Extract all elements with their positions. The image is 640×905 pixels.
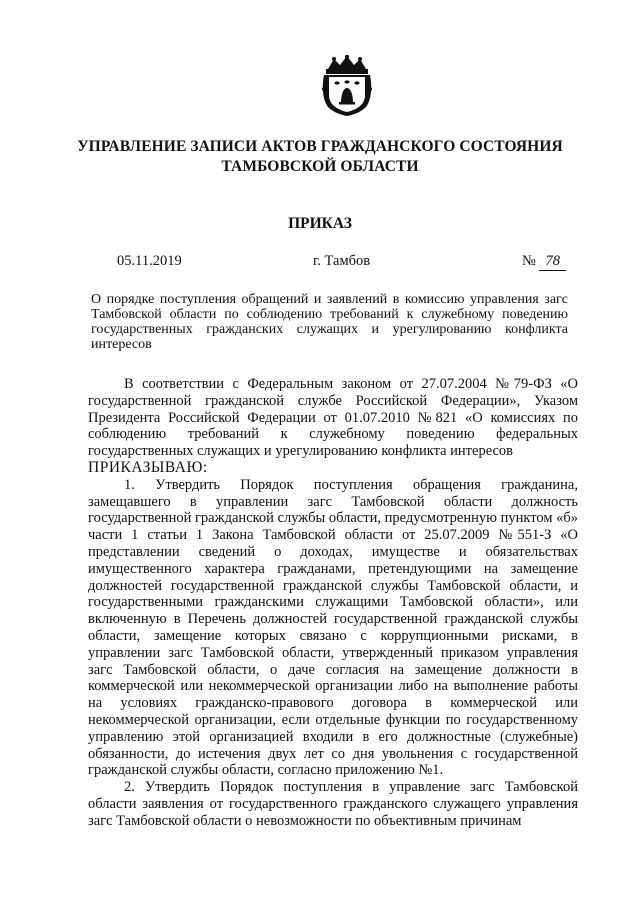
number-prefix: № [522,253,536,269]
document-subject: О порядке поступления обращений и заявлений в комиссию управления загс Тамбовской области по соблюдению требований к служебному поведению государственных гражданских служащих и урегулированию конфликта интересов [91,292,568,352]
command-heading: ПРИКАЗЫВАЮ: [88,458,208,476]
organization-name-line2: ТАМБОВСКОЙ ОБЛАСТИ [221,158,419,175]
item-2-paragraph: 2. Утвердить Порядок поступления в управление загс Тамбовской области заявления от государственного гражданского служащего управления загс Тамбовской области о невозможности по объективным причинам [88,779,578,829]
document-date: 05.11.2019 [117,253,182,269]
document-number [522,253,566,271]
document-city: г. Тамбов [313,253,371,269]
number-value: 78 [539,253,566,271]
preamble-paragraph: В соответствии с Федеральным законом от 27.07.2004 №79-ФЗ «О государственной гражданской службе Российской Федерации», Указом Президента Российской Федерации от 01.07.2010 №821 «О комиссиях по соблюдению требований к служебному поведению федеральных государственных служащих и урегулированию конфликта интересов [88,376,578,460]
coat-of-arms-icon [320,55,374,117]
document-body [88,376,578,830]
item-1-paragraph: 1. Утвердить Порядок поступления обращения гражданина, замещавшего в управлении загс Тамбовской области должность государственной гражданской службы области, предусмотренную пунктом «б» части 1 статьи 1 Закона Тамбовской области от 25.07.2009 №551-З «О представлении сведений о доходах, имуществе и обязательствах имущественного характера гражданами, претендующими на замещение должностей государственной гражданской службы Тамбовской области, и государственными гражданскими служащими Тамбовской области», или включенную в Перечень должностей государственной гражданской службы области, замещение которых связано с коррупционными рисками, в управлении загс Тамбовской области, утвержденный приказом управления загс Тамбовской области, о даче согласия на замещение должности в коммерческой или некоммерческой организации либо на выполнение работы на условиях гражданско-правового договора в коммерческой или некоммерческой организации, если отдельные функции по государственному управлению этой организацией входили в его должностные (служебные) обязанности, до истечения двух лет со дня увольнения с государственной гражданской службы области, согласно приложению №1. [88,476,578,779]
organization-name-line1: УПРАВЛЕНИЕ ЗАПИСИ АКТОВ ГРАЖДАНСКОГО СОСТОЯНИЯ [77,138,563,155]
document-type-title: ПРИКАЗ [288,215,352,232]
